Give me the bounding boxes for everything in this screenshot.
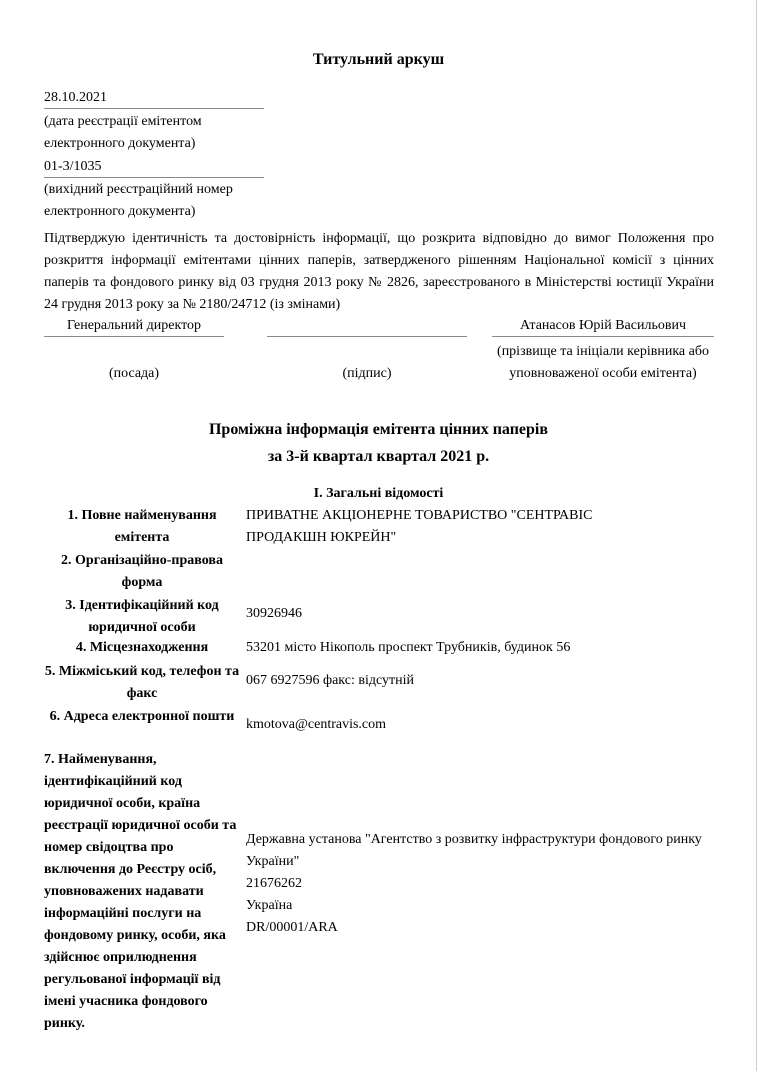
section-title: I. Загальні відомості xyxy=(313,486,444,501)
agent-name: Державна установа "Агентство з розвитку інфраструктури фондового ринку України" xyxy=(246,832,702,869)
report-title-line2: за 3-й квартал квартал 2021 р. xyxy=(267,448,490,465)
item-label-legal-form: 2. Організаційно-правова форма xyxy=(61,553,223,590)
signature-sign xyxy=(267,315,467,385)
item-label-email: 6. Адреса електронної пошти xyxy=(49,709,235,724)
item-value-full-name: ПРИВАТНЕ АКЦІОНЕРНЕ ТОВАРИСТВО "СЕНТРАВІС ПРОДАКШН ЮКРЕЙН" xyxy=(246,508,593,545)
signature-name xyxy=(492,315,714,385)
item-label-disclosure-agent: 7. Найменування, ідентифікаційний код юридичної особи, країна реєстрації юридичної особи та номер свідоцтва про включення до Реєстру осіб, уповноважених надавати інформаційні послуги на фондовому ринку, особи, яка здійснює оприлюднення регульованої інформації від імені учасника фондового ринку. xyxy=(44,752,237,1031)
name-caption: (прізвище та ініціали керівника або уповноваженої особи емітента) xyxy=(497,344,709,381)
item-value-id-code: 30926946 xyxy=(246,606,302,621)
item-value-disclosure-agent xyxy=(246,829,716,939)
item-value-email: kmotova@centravis.com xyxy=(246,717,387,732)
item-value-phone-fax: 067 6927596 факс: відсутній xyxy=(246,673,414,688)
signature-position xyxy=(44,315,224,385)
position-value: Генеральний директор xyxy=(44,315,224,337)
item-label-id-code: 3. Ідентифікаційний код юридичної особи xyxy=(65,598,219,635)
report-title xyxy=(0,418,757,469)
item-label-full-name: 1. Повне найменування емітента xyxy=(67,508,217,545)
name-value: Атанасов Юрій Васильович xyxy=(492,315,714,337)
item-value-location: 53201 місто Нікополь проспект Трубників, будинок 56 xyxy=(246,640,571,655)
item-label-phone-fax: 5. Міжміський код, телефон та факс xyxy=(44,664,240,701)
registration-date: 28.10.2021 xyxy=(44,87,264,109)
registration-number-caption: (вихідний реєстраційний номер електронного документа) xyxy=(44,182,233,219)
item-label-location: 4. Місцезнаходження xyxy=(75,640,209,655)
signature-caption: (підпис) xyxy=(342,366,392,381)
position-caption: (посада) xyxy=(108,366,160,381)
registration-number: 01-3/1035 xyxy=(44,156,264,178)
report-title-line1: Проміжна інформація емітента цінних паперів xyxy=(208,421,548,438)
confirmation-text: Підтверджую ідентичність та достовірність інформації, що розкрита відповідно до вимог Положення про розкриття інформації емітентами цінних паперів, затвердженого рішенням Національної комісії з цінних паперів та фондового ринку від 03 грудня 2013 року № 2826, зареєстрованого в Міністерстві юстиції України 24 грудня 2013 року за № 2180/24712 (із змінами) xyxy=(44,231,714,312)
page-title: Титульний аркуш xyxy=(312,51,445,68)
signature-line xyxy=(267,315,467,337)
agent-certificate: DR/00001/ARA xyxy=(246,920,338,935)
registration-date-caption: (дата реєстрації емітентом електронного документа) xyxy=(44,114,202,151)
agent-country: Україна xyxy=(246,898,293,913)
agent-code: 21676262 xyxy=(246,876,302,891)
